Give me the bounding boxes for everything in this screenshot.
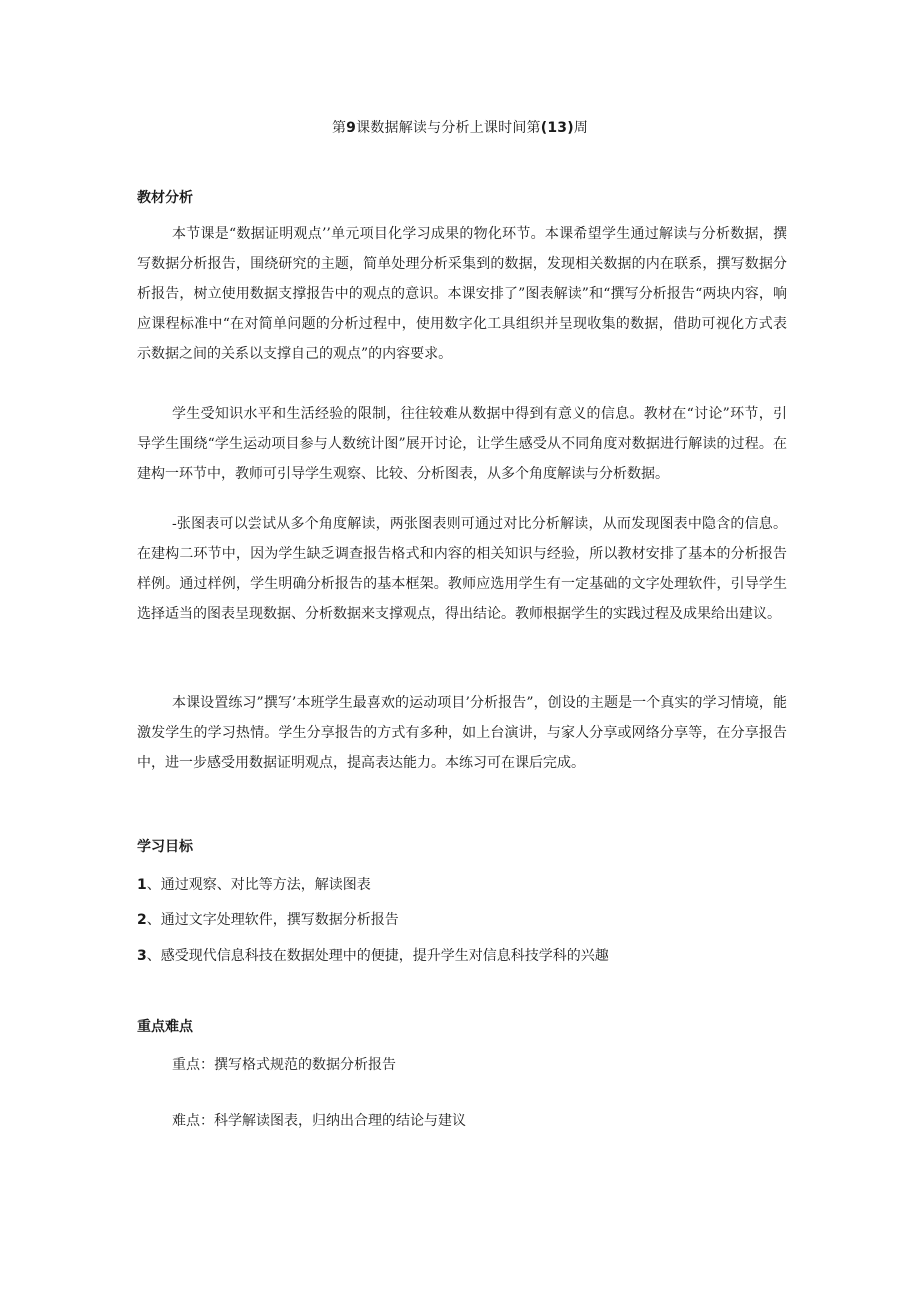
goal-item [137,875,371,895]
goal-number: 3 [137,948,147,964]
key-point-text: 重点：撰写格式规范的数据分析报告 [172,1057,396,1073]
material-paragraph: 学生受知识水平和生活经验的限制，往往较难从数据中得到有意义的信息。教材在“讨论”环节，引导学生围绕“学生运动项目参与人数统计图”展开讨论，让学生感受从不同角度对数据进行解读的过程。在建构一环节中，教师可引导学生观察、比较、分析图表，从多个角度解读与分析数据。 [137,406,787,482]
goal-text: 、通过文字处理软件，撰写数据分析报告 [146,912,399,928]
goal-item [137,946,609,966]
lesson-number: 9 [346,120,357,136]
section-heading-material: 教材分析 [137,190,193,206]
week-number: (13) [540,120,574,136]
document-title [0,118,920,138]
difficulty-text: 难点：科学解读图表，归纳出合理的结论与建议 [172,1113,466,1129]
material-paragraph: 本课设置练习”撰写’本班学生最喜欢的运动项目’分析报告”，创设的主题是一个真实的学习情境，能激发学生的学习热情。学生分享报告的方式有多种，如上台演讲，与家人分享或网络分享等，在分享报告中，进一步感受用数据证明观点，提高表达能力。本练习可在课后完成。 [137,695,787,771]
section-heading-key-points: 重点难点 [137,1019,193,1035]
goal-number: 1 [137,877,147,893]
material-paragraph: 本节课是“数据证明观点’’单元项目化学习成果的物化环节。本课希望学生通过解读与分析数据，撰写数据分析报告，围绕研究的主题，简单处理分析采集到的数据，发现相关数据的内在联系，撰写数据分析报告，树立使用数据支撑报告中的观点的意识。本课安排了”图表解读”和“撰写分析报告“两块内容，响应课程标准中“在对简单问题的分析过程中，使用数字化工具组织并呈现收集的数据，借助可视化方式表示数据之间的关系以支撑自己的观点”的内容要求。 [137,226,787,362]
title-prefix: 第 [331,120,347,136]
title-suffix: 周 [573,120,589,136]
goal-text: 、通过观察、对比等方法，解读图表 [146,877,371,893]
goal-text: 、感受现代信息科技在数据处理中的便捷，提升学生对信息科技学科的兴趣 [146,948,609,964]
goal-item [137,910,399,930]
title-middle: 课数据解读与分析上课时间第 [356,120,541,136]
goal-number: 2 [137,912,147,928]
section-heading-goals: 学习目标 [137,839,193,855]
material-paragraph: -张图表可以尝试从多个角度解读，两张图表则可通过对比分析解读，从而发现图表中隐含的信息。在建构二环节中，因为学生缺乏调查报告格式和内容的相关知识与经验，所以教材安排了基本的分析报告样例。通过样例，学生明确分析报告的基本框架。教师应选用学生有一定基础的文字处理软件，引导学生选择适当的图表呈现数据、分析数据来支撑观点，得出结论。教师根据学生的实践过程及成果给出建议。 [137,516,787,622]
